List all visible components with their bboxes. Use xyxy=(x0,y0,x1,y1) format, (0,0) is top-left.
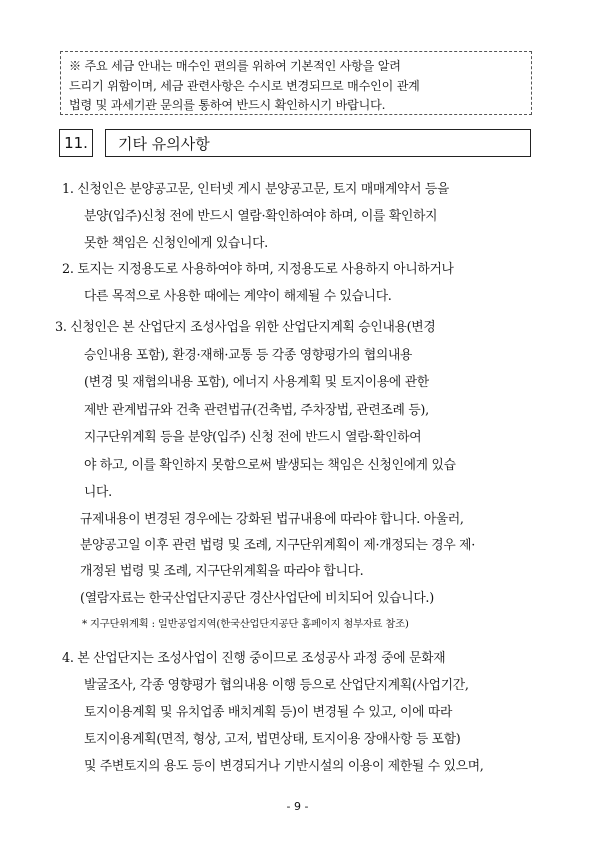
list-item-4 xyxy=(62,645,484,780)
item-line: 분양(입주)신청 전에 반드시 열람·확인하여야 하며, 이를 확인하지 xyxy=(84,209,438,224)
tax-notice-box xyxy=(60,51,532,115)
list-item-3 xyxy=(55,314,456,507)
list-item-1 xyxy=(62,176,449,257)
item-line: 다른 목적으로 사용한 때에는 계약이 해제될 수 있습니다. xyxy=(84,289,392,304)
item-line: 토지이용계획(면적, 형상, 고저, 법면상태, 토지이용 장애사항 등 포함) xyxy=(84,732,461,747)
item-line: 야 하고, 이를 확인하지 못함으로써 발생되는 책임은 신청인에게 있습 xyxy=(84,457,456,473)
item-line: 토지는 지정용도로 사용하여야 하며, 지정용도로 사용하지 아니하거나 xyxy=(77,262,454,277)
item-number: 2. xyxy=(62,262,74,277)
page-number: - 9 - xyxy=(286,800,309,813)
item-3-regulation-note xyxy=(80,507,475,585)
item-line: 신청인은 분양공고문, 인터넷 게시 분양공고문, 토지 매매계약서 등을 xyxy=(77,182,450,197)
notice-line: 법령 및 과세기관 문의를 통하여 반드시 확인하시기 바랍니다. xyxy=(69,98,386,112)
item-line: 못한 책임은 신청인에게 있습니다. xyxy=(84,236,268,251)
notice-line: 드리기 위함이며, 세금 관련사항은 수시로 변경되므로 매수인이 관계 xyxy=(69,78,420,93)
item-line: (변경 및 재협의내용 포함), 에너지 사용계획 및 토지이용에 관한 xyxy=(84,375,429,390)
item-number: 1. xyxy=(62,182,74,197)
item-line: 승인내용 포함), 환경·재해·교통 등 각종 영향평가의 협의내용 xyxy=(84,347,413,363)
item-line: 토지이용계획 및 유치업종 배치계획 등)이 변경될 수 있고, 이에 따라 xyxy=(84,705,453,720)
item-line: 지구단위계획 등을 분양(입주) 신청 전에 반드시 열람·확인하여 xyxy=(84,430,422,445)
note-line: 개정된 법령 및 조례, 지구단위계획을 따라야 합니다. xyxy=(80,564,364,579)
note-line: 분양공고일 이후 관련 법령 및 조례, 지구단위계획이 제·개정되는 경우 제· xyxy=(80,538,476,553)
list-item-2 xyxy=(62,256,454,310)
item-number: 3. xyxy=(55,320,67,335)
item-3-footnote: * 지구단위계획 : 일반공업지역(한국산업단지공단 홈페이지 첨부자료 참조) xyxy=(82,618,409,630)
item-line: 신청인은 본 산업단지 조성사업을 위한 산업단지계획 승인내용(변경 xyxy=(70,320,436,335)
note-line: 규제내용이 변경된 경우에는 강화된 법규내용에 따라야 합니다. 아울러, xyxy=(80,512,464,527)
item-line: 본 산업단지는 조성사업이 진행 중이므로 조성공사 과정 중에 문화재 xyxy=(77,651,446,666)
item-number: 4. xyxy=(62,651,74,666)
item-3-reference: (열람자료는 한국산업단지공단 경산사업단에 비치되어 있습니다.) xyxy=(80,591,434,606)
item-line: 및 주변토지의 용도 등이 변경되거나 기반시설의 이용이 제한될 수 있으며, xyxy=(84,759,484,774)
item-line: 니다. xyxy=(84,485,112,500)
notice-line: ※ 주요 세금 안내는 매수인 편의를 위하여 기본적인 사항을 알려 xyxy=(69,59,401,73)
section-title: 기타 유의사항 xyxy=(105,129,531,157)
item-line: 제반 관계법규와 건축 관련법규(건축법, 주차장법, 관련조례 등), xyxy=(84,402,429,418)
section-number: 11. xyxy=(59,129,93,157)
item-line: 발굴조사, 각종 영향평가 협의내용 이행 등으로 산업단지계획(사업기간, xyxy=(84,678,469,693)
